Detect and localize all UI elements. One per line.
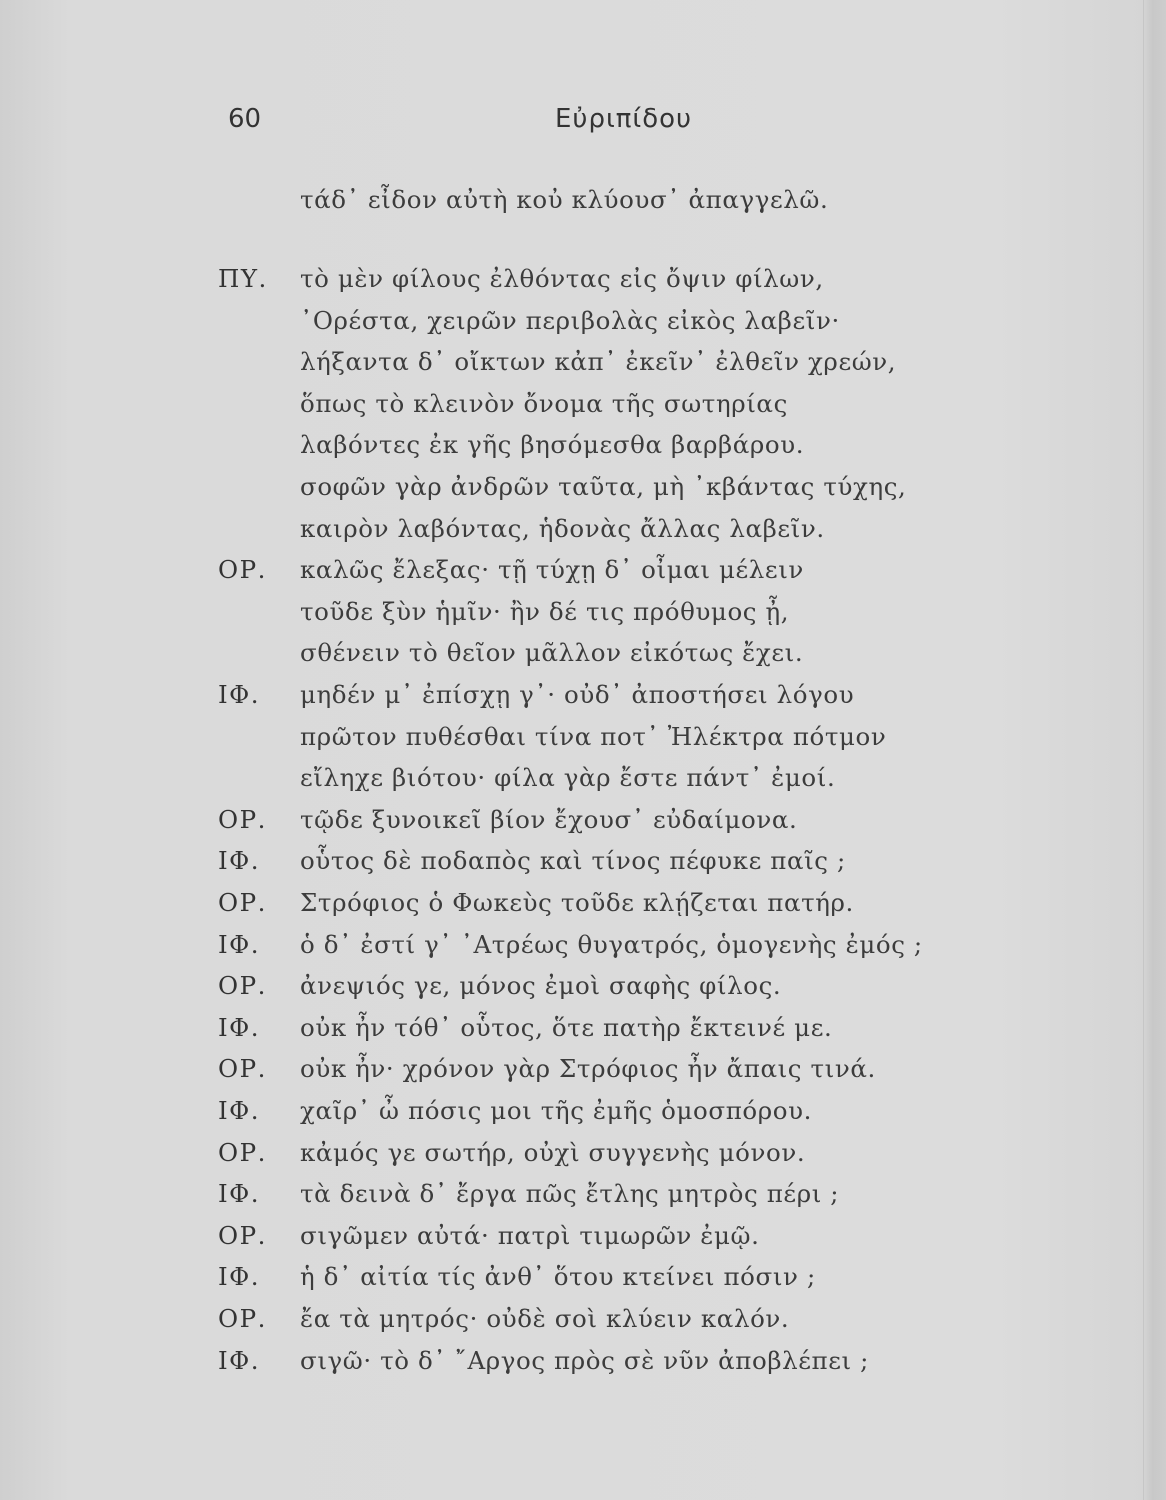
verse-text: καιρὸν λαβόντας, ἡδονὰς ἄλλας λαβεῖν. [300,514,825,543]
verse-text: ἡ δ᾽ αἰτία τίς ἀνθ᾽ ὅτου κτείνει πόσιν ; [300,1262,816,1291]
speaker-label: ΠΥ. [218,264,268,293]
verse-text: λαβόντες ἐκ γῆς βησόμεσθα βαρβάρου. [300,430,805,459]
speaker-label: ΙΦ. [218,930,261,959]
verse-text: σθένειν τὸ θεῖον μᾶλλον εἰκότως ἔχει. [300,638,804,667]
speaker-label: ΟΡ. [218,971,267,1000]
speaker-label: ΟΡ. [218,805,267,834]
speaker-label: ΙΦ. [218,1179,261,1208]
verse-text: ἀνεψιός γε, μόνος ἐμοὶ σαφὴς φίλος. [300,971,782,1000]
page-number: 60 [228,104,262,134]
verse-text: ὁ δ᾽ ἐστί γ᾽ ᾽Ατρέως θυγατρός, ὁμογενὴς ἐμός ; [300,930,923,959]
verse-text: τῷδε ξυνοικεῖ βίον ἔχουσ᾽ εὐδαίμονα. [300,805,798,834]
verse-text: τάδ᾽ εἶδον αὐτὴ κοὐ κλύουσ᾽ ἀπαγγελῶ. [300,185,829,214]
speaker-label: ΟΡ. [218,888,267,917]
verse-text: οὐκ ἦν· χρόνον γὰρ Στρόφιος ἦν ἄπαις τινά. [300,1054,876,1083]
speaker-label: ΟΡ. [218,1138,267,1167]
verse-text: τὸ μὲν φίλους ἐλθόντας εἰς ὄψιν φίλων, [300,264,824,293]
verse-text: σιγῶ· τὸ δ᾽ ῎Αργος πρὸς σὲ νῦν ἀποβλέπει ; [300,1346,869,1375]
speaker-label: ΟΡ. [218,555,267,584]
speaker-label: ΙΦ. [218,680,261,709]
speaker-label: ΙΦ. [218,1013,261,1042]
speaker-label: ΟΡ. [218,1054,267,1083]
speaker-label: ΙΦ. [218,846,261,875]
verse-text: τὰ δεινὰ δ᾽ ἔργα πῶς ἔτλης μητρὸς πέρι ; [300,1179,840,1208]
verse-text: μηδέν μ᾽ ἐπίσχῃ γ᾽· οὐδ᾽ ἀποστήσει λόγου [300,680,855,709]
speaker-label: ΙΦ. [218,1346,261,1375]
verse-text: σιγῶμεν αὐτά· πατρὶ τιμωρῶν ἐμῷ. [300,1221,760,1250]
speaker-label: ΟΡ. [218,1221,267,1250]
verse-text: εἴληχε βιότου· φίλα γὰρ ἔστε πάντ᾽ ἐμοί. [300,763,836,792]
speaker-label: ΙΦ. [218,1262,261,1291]
verse-text: οὗτος δὲ ποδαπὸς καὶ τίνος πέφυκε παῖς ; [300,846,846,875]
speaker-label: ΙΦ. [218,1096,261,1125]
verse-text: σοφῶν γὰρ ἀνδρῶν ταῦτα, μὴ ᾽κβάντας τύχης, [300,472,907,501]
verse-text: κἀμός γε σωτήρ, οὐχὶ συγγενὴς μόνον. [300,1138,806,1167]
verse-text: ἔα τὰ μητρός· οὐδὲ σοὶ κλύειν καλόν. [300,1304,790,1333]
verse-text: Στρόφιος ὁ Φωκεὺς τοῦδε κλῄζεται πατήρ. [300,888,854,917]
verse-text: οὐκ ἦν τόθ᾽ οὗτος, ὅτε πατὴρ ἔκτεινέ με. [300,1013,833,1042]
verse-text: ὅπως τὸ κλεινὸν ὄνομα τῆς σωτηρίας [300,389,788,418]
verse-text: καλῶς ἔλεξας· τῇ τύχῃ δ᾽ οἶμαι μέλειν [300,555,804,584]
verse-text: χαῖρ᾽ ὦ πόσις μοι τῆς ἐμῆς ὁμοσπόρου. [300,1096,812,1125]
verse-text: ᾽Ορέστα, χειρῶν περιβολὰς εἰκὸς λαβεῖν· [300,306,840,335]
page-edge [1143,0,1166,1500]
verse-text: τοῦδε ξὺν ἡμῖν· ἢν δέ τις πρόθυμος ᾖ, [300,597,790,626]
verse-text: πρῶτον πυθέσθαι τίνα ποτ᾽ Ἠλέκτρα πότμον [300,722,887,751]
running-title: Εὐριπίδου [555,104,693,134]
verse-text: λήξαντα δ᾽ οἴκτων κἀπ᾽ ἐκεῖν᾽ ἐλθεῖν χρεών, [300,347,897,376]
speaker-label: ΟΡ. [218,1304,267,1333]
